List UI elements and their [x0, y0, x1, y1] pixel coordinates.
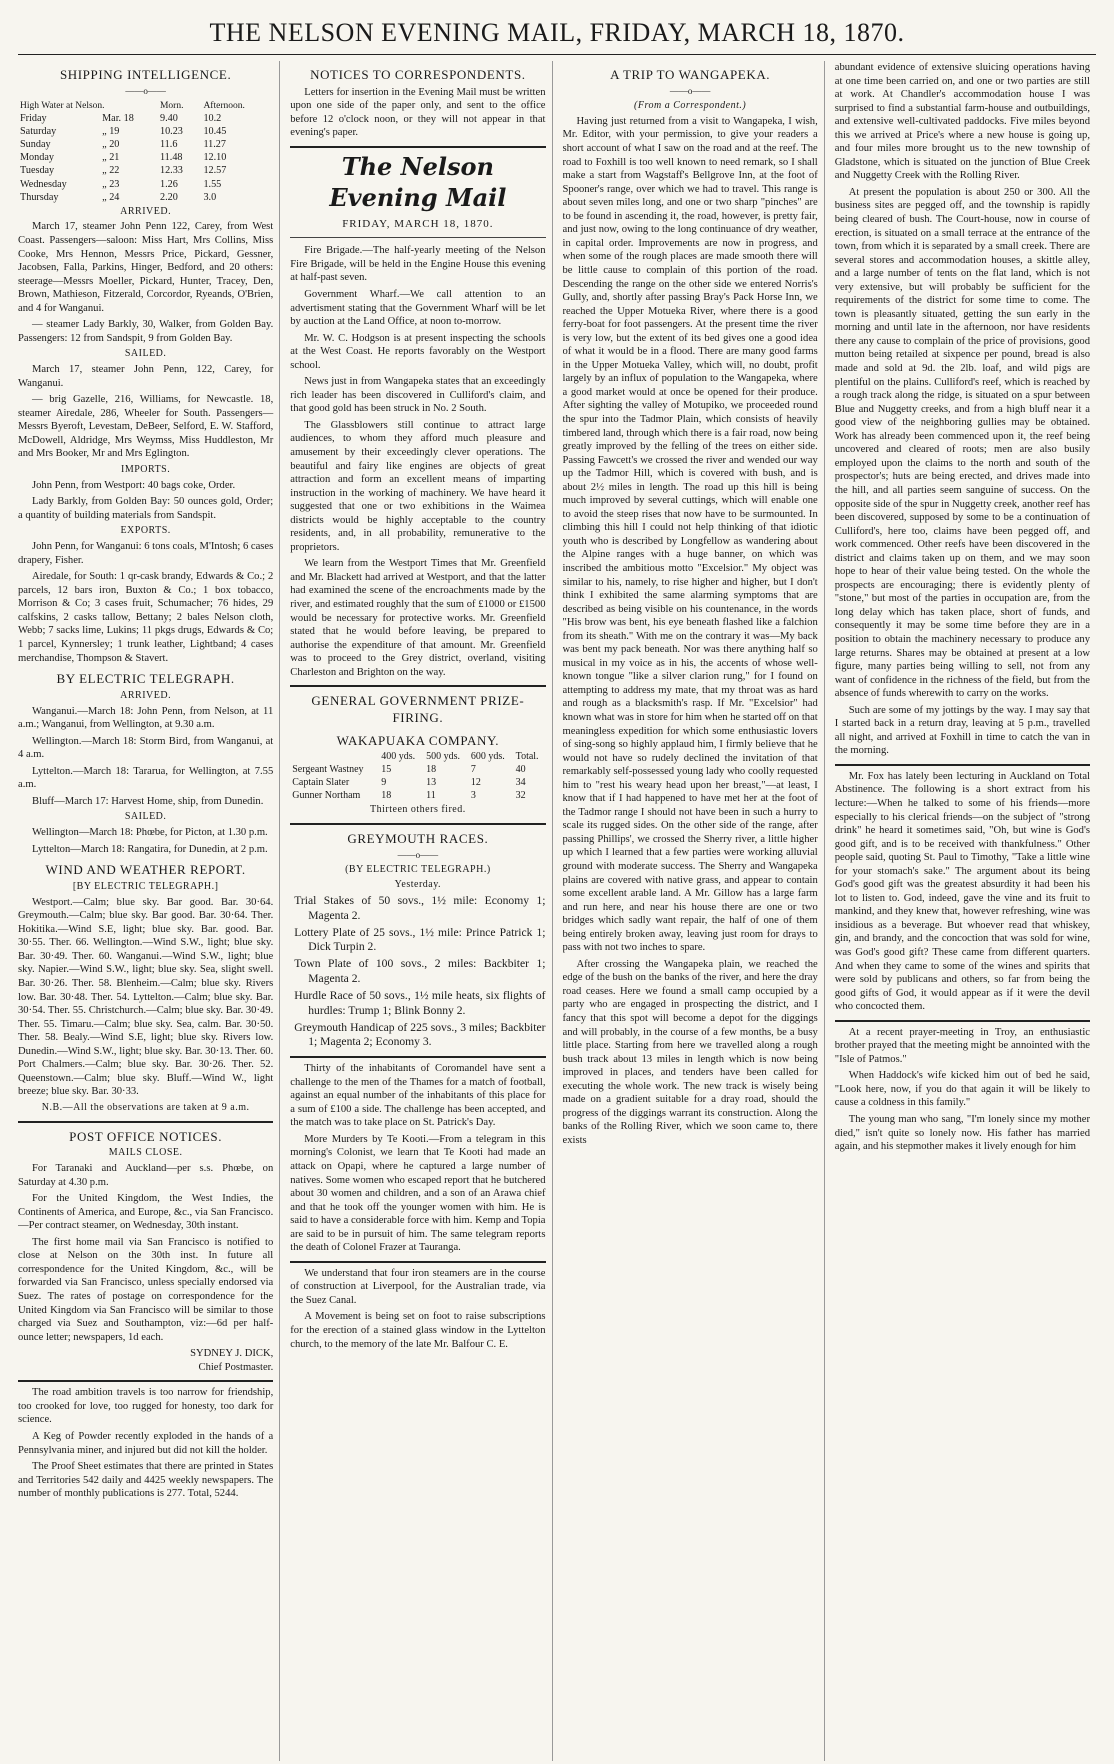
column-2 — [290, 61, 552, 1761]
mails-close-heading: MAILS CLOSE. — [108, 1147, 183, 1159]
paragraph: When Haddock's wife kicked him out of bed he said, "Look here, now, if you do that again it will be likely to cause a coldness in this family." — [834, 1070, 1090, 1109]
race-result: Hurdle Race of 50 sovs., 1½ mile heats, six flights of hurdles: Trump 1; Blink Bonny 2. — [294, 988, 546, 1017]
tide-header: Afternoon. — [203, 101, 245, 112]
paragraph: The road ambition travels is too narrow for friendship, too crooked for love, too rugged for honesty, too dark for science. — [18, 1387, 274, 1426]
ornament: ——o—— — [397, 849, 439, 860]
tide-morn: 11.6 — [159, 139, 178, 151]
tide-date: „ 19 — [102, 126, 120, 138]
tide-day: Saturday — [20, 126, 57, 138]
exports-text: John Penn, for Wanganui: 6 tons coals, M'Intosh; 6 cases drapery, Fisher. — [18, 541, 274, 566]
tide-row — [18, 164, 273, 177]
prize-row — [290, 790, 545, 803]
tide-header: High Water at Nelson. — [20, 101, 105, 112]
sailed-heading: SAILED. — [124, 348, 167, 360]
races-heading: GREYMOUTH RACES. — [347, 831, 489, 847]
tide-day: Sunday — [20, 139, 51, 151]
prize-score: 3 — [470, 789, 476, 801]
trip-text: abundant evidence of extensive sluicing operations having at one time been carried on, and one or two parties are still at work. At Chandler's accommodation house I was surprised to find a substantial farm-house and outbuildings, and extensive well-cultivated paddocks. Five miles beyond this we arrived at Price's where a new house is going up, and four miles more brought us to the new township of Gladstone, which is situated on the junction of Blue Creek and Nuggetty Creek with the Rolling River. — [834, 62, 1090, 182]
paragraph: Fire Brigade.—The half-yearly meeting of the Nelson Fire Brigade, will be held in the Engine House this evening at half-past seven. — [290, 245, 546, 284]
divider — [290, 237, 545, 238]
imports-heading: IMPORTS. — [121, 463, 171, 475]
prize-score: 18 — [426, 763, 437, 775]
tide-date: „ 21 — [102, 152, 120, 164]
tide-day: Thursday — [20, 191, 59, 203]
trip-text: At present the population is about 250 or 300. All the business sites are pegged off, and the township is rapidly being cleared of bush. The Court-house, now in course of erection, is situated on a small terrace at the entrance of the town, from which it is separated by a small creek. There are several stores and accommodation houses, a skittle alley, and a large number of tents on the flat land, which is not very extensive, but will probably be sufficient for the requirements of the district for some time to come. The town is pleasantly situated, getting the sun early in the morning and until late in the afternoon, nor have residents there any cause to complain of the price of provisions, good mutton being retailed at sixpence per pound, bread is also made and sold at 9d. the 2lb. loaf, and wild pigs are plentiful on the plains. Culliford's reef, which is reached by a rough track along the ridge, is situated on a spur between Blue and Nuggetty creeks, and from a high bluff near it a good view of the neighboring gullies may be obtained. Work has already been commenced upon it, the reef being uncovered and cleared of roots; men are also busily employed upon the claims to the north and south of the prospector's; huts are being erected, and drives made into the hill, and all parties seem sanguine of success. On the opposite side of the spur in Nuggetty creek, another reef has been discovered, supposed by some to be a continuation of Culliford's, here too, claims have been pegged off, and work commenced. Other reefs have been discovered in the district and claims taken up on them, and we may soon hope to hear of their value being tested. On the whole the prospects are encouraging; there is evidently plenty of "stone," but most of the parties in occupation are, from the long delay which has taken place, short of funds, and consequently it may be some time before they are in a position to obtain the machinery necessary to produce any large returns. Shares may be obtained at present at a low figure, many parties being willing to sell, not from any want of confidence in the richness of the field, but from the absence of funds wherewith to carry on the works. — [834, 186, 1090, 700]
paragraph: We understand that four iron steamers are in the course of construction at Liverpool, for the Australian trade, via the Suez Canal. — [290, 1267, 546, 1306]
wakapuaka-heading: WAKAPUAKA COMPANY. — [336, 732, 500, 748]
prize-header: 600 yds. — [470, 751, 505, 763]
divider — [290, 1056, 545, 1058]
prize-header: 500 yds. — [426, 751, 460, 763]
tide-afternoon: 12.10 — [203, 152, 227, 164]
prize-score: 9 — [381, 776, 387, 788]
tide-morn: 10.23 — [159, 126, 183, 138]
wind-text: Westport.—Calm; blue sky. Bar good. Bar. 30·64. Greymouth.—Calm; blue sky. Bar good. Bar. 30·64. Ther. Hokitika.—Wind S.E, light; blue sky. Bar. good. Bar. 30·55. Ther. 66. Wellington.—Wind S.W., light; blue sky. Bar. 30·49. Ther. 60. Wanganui.—Wind S.W., light; blue sky. Napier.—Wind S.W., light; blue sky. Sea, slight swell. Bar. 30·26. Ther. 58. Blenheim.—Calm; blue sky. Rivers low. Bar. 30·48. Ther. 54. Lyttelton.—Calm; blue sky. Bar. 30·54. Ther. 55. Christchurch.—Calm; blue sky. Bar. 30·49. Ther. 55. Timaru.—Calm; blue sky. Sea, calm. Bar. 30·50. Ther. 58. Bealy.—Wind S.E, light; blue sky. Rivers low. Dunedin.—Wind S.W., light; blue sky. Bar. 30·13. Ther. 60. Port Chalmers.—Calm; blue sky. Bar. 30·26. Ther. 52. Queenstown.—Calm; blue sky. Bluff.—Wind W., light breeze; blue sky. Bar. 30·33. — [18, 896, 274, 1098]
paragraph: More Murders by Te Kooti.—From a telegram in this morning's Colonist, we learn that Te Kooti had made an attack on Opapi, where he captured a large number of natives. Some women who escaped report that he butchered about 30 women and children, and a son of an Arawa chief and that he took off the younger women with him. He is said to have a considerable force with him. Kemp and Topia are said to be in pursuit of him. The same telegram reports the death of Colonel Frazer at Tauranga. — [290, 1133, 546, 1254]
prize-header-row — [290, 751, 545, 764]
divider — [290, 823, 545, 825]
column-4 — [835, 61, 1096, 1761]
exports-text: Airedale, for South: 1 qr-cask brandy, Edwards & Co.; 2 parcels, 12 bars iron, Buxton & Co.; 1 box tobacco, Morrison & Co; 3 cases fruit, Schumacher; 76 hides, 29 calfskins, 2 casks tallow, Bettany; 2 bales Nelson cloth, Webb; 7 sacks lime, Lukins; 11 pkgs drugs, Edwards & Co; 1 parcel, Kynnersley; 1 trunk leather, Lightband; 4 cases merchandise, Thompson & Stavert. — [18, 571, 274, 664]
paragraph: A Keg of Powder recently exploded in the hands of a Pennsylvania miner, and injured but did not kill the holder. — [18, 1430, 274, 1456]
post-text: For the United Kingdom, the West Indies, the Continents of America, and Europe, &c., via San Francisco.—Per contract steamer, on Wednesday, 30th instant. — [18, 1193, 274, 1232]
tide-row — [18, 178, 273, 191]
prize-name: Gunner Northam — [292, 789, 361, 801]
tide-day: Monday — [20, 152, 54, 164]
tide-date: „ 24 — [102, 191, 120, 203]
prize-score: 13 — [426, 776, 437, 788]
tide-afternoon: 1.55 — [203, 178, 222, 190]
columns — [18, 61, 1096, 1761]
prize-score: 11 — [426, 789, 436, 801]
telegraph-sailed-heading: SAILED. — [124, 811, 167, 823]
tide-day: Tuesday — [20, 165, 55, 177]
paragraph: Government Wharf.—We call attention to an advertisment stating that the Government Wharf will be let by auction at the Land Office, at noon to-morrow. — [290, 288, 546, 328]
tide-afternoon: 11.27 — [203, 139, 226, 151]
prize-total: 32 — [515, 789, 526, 801]
paragraph: The Proof Sheet estimates that there are printed in States and Territories 542 daily and 4425 weekly newspapers. The number of monthly publications is 277. Total, 5244. — [18, 1461, 274, 1500]
tide-morn: 2.20 — [159, 191, 178, 203]
paragraph: Thirty of the inhabitants of Coromandel have sent a challenge to the men of the Thames for a match of football, against an equal number of the inhabitants of this place for a sum of £100 a side. The challenge has been accepted, and the match was to take place on St. Patrick's Day. — [290, 1063, 546, 1129]
column-1 — [18, 61, 280, 1761]
tide-table — [18, 100, 273, 203]
tide-row — [18, 125, 273, 138]
telegraph-text: Bluff—March 17: Harvest Home, ship, from Dunedin. — [32, 795, 264, 807]
ornament: ——o—— — [669, 85, 711, 96]
prize-score: 12 — [470, 776, 481, 788]
tide-header-row — [18, 100, 273, 112]
trip-text: After crossing the Wangapeka plain, we reached the edge of the bush on the banks of the river, and here the dray road ceases. Here we found a small camp occupied by a party who are engaged in prospecting the district, and I fancy that this spot will become a depot for the diggings and will probably, in the course of a few months, be a busy little place. Starting from here we travelled along a rough bush track about 13 miles in length which is now being improved in places, and tenders have been called for executing the whole work. The new track is wisely being made on a gradient suitable for a dray road, should the progress of the diggings warrant its construction. Along the banks of the Rolling River, which we soon came to, there exists — [562, 958, 818, 1146]
arrived-text: — steamer Lady Barkly, 30, Walker, from Golden Bay. Passengers: 12 from Sandspit, 9 from Golden Bay. — [18, 319, 274, 344]
trip-text: Having just returned from a visit to Wangapeka, I wish, Mr. Editor, with your permission, to give your readers a short account of what I saw on the road and at the reef. The road to Foxhill is too well known to need remark, so I shall make a start from Wagstaff's Bellgrove Inn, at the foot of Spooner's range, over which we had to travel. This range is about seven miles long, and one or two sharp "pinches" are to be found in ascending it, the road, however, is pretty fair, and just now, owing to the long continuance of dry weather, in capital order. Improvements are now in progress, and when some of the rough places are made smooth there will be little cause to complain of this portion of the road. Descending the range on the other side we entered Norris's Gully, and, shortly after passing Bray's Pack Horse Inn, we reached the Upper Motueka River, where there is a good ferry-boat for foot passengers. At the present time the river is very low, but the extent of its bed gives one a good idea of what it would be in a flood. There are many good farms in the Upper Motueka Valley, which will, no doubt, profit largely by an influx of population to the Wangapeka, where a good market would at once be opened for their produce. After sighting the valley of Motupiko, we proceeded round the spur into the Tadmor Plain, which consists of heavily timbered land, through which there is a fair road, now being greatly improved by the felling of the trees on either side. Passing Fawcett's we crossed the river and wended our way up the Tadmor Hill, which is covered with bush, and is about 2½ miles in length. The road up this hill is being much improved by several cuttings, which will enable one to avoid the steep rises that now have to be surmounted. In climbing this hill I could not help thinking of that idiotic youth who is described by Longfellow as wandering about the Alpine ranges with a huge banner, on which was inscribed the ambitious motto "Excelsior." My object was similar to his, namely, to rise higher and higher, but I don't think I exhibited the same alarming symptoms that are described as being visible on his countenance, in the words "His brow was bent, his eye beneath flashed like a falchion from its sheath." With me on the contrary it was—My back was bent my pack beneath. Nor was there anything half so musical in my voice as in his, the accents of whose well-known tongue "like a silver clarion rung," for I found on attempting to address my mate, that my throat was as hard and rough as a blacksmith's rasp. If Mr. "Excelsior" had known what was in store for him when he started off on that meaningless expedition for which some enthusiastic lovers of sing-song so highly applaud him, I firmly believe that he would not have so rudely declined the invitation of that remarkably self-possessed young lady who coolly requested him to "rest his weary head upon her breast,"—at least, I know that if I had happened to have met her at the foot of the Tadmor range I should not have been in such a hurry to scale its rugged sides. On the other side of the range, after passing Phillips', we crossed the Sherry river, a little higher up which I learned that a few parties were working alluvial ground with moderate success. The Sherry and Wangapeka plains are covered with native grass, and appear to contain some excellent arable land. A Mr. Gillow has a large farm and run here, and near his house there are one or two bridges which sadly want repair, the half of one of them being entirely broken away, leaving just room for drays to pass with not two inches to spare. — [562, 115, 818, 954]
tide-row — [18, 151, 273, 164]
imports-text: John Penn, from Westport: 40 bags coke, Order. — [32, 479, 236, 491]
paragraph: Mr. W. C. Hodgson is at present inspecting the schools at the West Coast. He reports favorably on the Westport school. — [290, 332, 546, 371]
prize-total: 34 — [515, 776, 526, 788]
races-subheading: (BY ELECTRIC TELEGRAPH.) — [345, 864, 491, 876]
divider — [290, 685, 545, 687]
post-text: For Taranaki and Auckland—per s.s. Phœbe, on Saturday at 4.30 p.m. — [18, 1163, 274, 1188]
tide-afternoon: 12.57 — [203, 165, 227, 177]
column-3 — [563, 61, 825, 1761]
prize-table — [290, 751, 545, 802]
tide-header: Morn. — [159, 101, 184, 112]
tide-afternoon: 3.0 — [203, 191, 217, 203]
dateline: FRIDAY, MARCH 18, 1870. — [342, 218, 494, 231]
tide-row — [18, 138, 273, 151]
divider — [18, 1121, 273, 1123]
tide-morn: 9.40 — [159, 113, 178, 125]
wind-note: N.B.—All the observations are taken at 9 a.m. — [41, 1101, 250, 1113]
notice-heading: NOTICES TO CORRESPONDENTS. — [310, 67, 526, 82]
prize-total: 40 — [515, 763, 526, 775]
prize-heading: GENERAL GOVERNMENT PRIZE-FIRING. — [311, 693, 525, 725]
telegraph-text: Wellington.—March 18: Storm Bird, from Wanganui, at 4 a.m. — [18, 735, 274, 761]
post-signature-title: Chief Postmaster. — [198, 1361, 274, 1373]
tide-date: „ 22 — [102, 165, 120, 177]
race-result: Trial Stakes of 50 sovs., 1½ mile: Economy 1; Magenta 2. — [294, 893, 546, 922]
paragraph: Mr. Fox has lately been lecturing in Auckland on Total Abstinence. The following is a short extract from his lecture:—When he talked to some of his friends—more especially to his clerical friends—on the subject of "strong drink" he heard it sometimes said, "Oh, but wine is God's good gift, and is to be received with thankfulness." Other people said, quoting St. Paul to Timothy, "Take a little wine for your stomach's sake." The argument about its being God's good gift was the greatest absurdity it had been his lot to listen to. God, indeed, gave the vine and its fruit to mankind, and they knew that, however refreshing, wine was insidious as a beverage. But whoever read that whiskey, gin, and brandy, and the concoction that was sold for wine, was God's good gift? These came from different quarters. And when they came to some of the wines and spirits that were sold by publicans and others, so far from being the good gifts of God, it would appear as if it were the devil who concocted them. — [834, 770, 1090, 1013]
notice-text: Letters for insertion in the Evening Mail must be written upon one side of the paper only, and sent to the office before 12 o'clock noon, or they will not appear in that evening's paper. — [290, 86, 546, 139]
tide-date: „ 23 — [102, 178, 120, 190]
divider — [290, 1261, 545, 1263]
tide-row — [18, 191, 273, 204]
paragraph: We learn from the Westport Times that Mr. Greenfield and Mr. Blackett had arrived at Westport, and that the latter had examined the scene of the encroachments made by the river, and estimated roughly that the sum of £1000 or £1500 would be necessary for protective works. Mr. Greenfield stated that he would before leaving, be prepared to authorise the expenditure of that amount. Mr. Greenfield was to proceed to the Grey district, overland, visiting Charleston and Brighton on the way. — [290, 558, 546, 678]
tide-afternoon: 10.2 — [203, 113, 222, 125]
prize-header: Total. — [515, 751, 539, 763]
prize-score: 15 — [381, 763, 392, 775]
telegraph-text: Wanganui.—March 18: John Penn, from Nelson, at 11 a.m.; Wanganui, from Wellington, at 9.30 a.m. — [18, 705, 274, 731]
post-text: The first home mail via San Francisco is notified to close at Nelson on the 30th inst. In future all correspondence for the United Kingdom, &c., will be forwarded via San Francisco, unless specially endorsed via Suez. The rates of postage on correspondence for the United Kingdom via San Francisco will be similar to those charged via Suez and Southampton, viz:—6d per half-ounce letter; newspapers, 1d each. — [18, 1236, 274, 1343]
telegraph-arrived-heading: ARRIVED. — [120, 689, 172, 701]
prize-score: 18 — [381, 789, 392, 801]
paper-title: The Nelson Evening Mail — [329, 151, 507, 212]
trip-heading: A TRIP TO WANGAPEKA. — [610, 67, 771, 82]
prize-header: 400 yds. — [381, 751, 416, 763]
prize-row — [290, 777, 545, 790]
tide-morn: 11.48 — [159, 152, 183, 164]
trip-text: Such are some of my jottings by the way. I may say that I started back in a return dray, leaving at 5 p.m., travelled all night, and arrived at Foxhill in time to catch the van in the morning. — [834, 704, 1090, 757]
telegraph-text: Wellington—March 18: Phœbe, for Picton, at 1.30 p.m. — [32, 827, 268, 839]
prize-score: 7 — [470, 763, 476, 775]
prize-note: Thirteen others fired. — [370, 804, 466, 816]
masthead: THE NELSON EVENING MAIL, FRIDAY, MARCH 18, 1870. — [18, 10, 1096, 55]
divider — [835, 1020, 1090, 1022]
wind-heading: WIND AND WEATHER REPORT. — [45, 862, 246, 878]
tide-day: Wednesday — [20, 178, 67, 190]
tide-row — [18, 112, 273, 125]
shipping-heading: SHIPPING INTELLIGENCE. — [59, 67, 232, 82]
tide-date: Mar. 18 — [102, 113, 134, 125]
race-result: Lottery Plate of 25 sovs., 1½ mile: Prince Patrick 1; Dick Turpin 2. — [294, 925, 546, 954]
post-heading: POST OFFICE NOTICES. — [69, 1128, 223, 1144]
paragraph: At a recent prayer-meeting in Troy, an enthusiastic brother prayed that the meeting might be annointed with the "Isle of Patmos." — [834, 1026, 1090, 1065]
paragraph: The young man who sang, "I'm lonely since my mother died," isn't quite so lonely now. His father has married again, and his stepmother makes it lively enough for him — [834, 1114, 1090, 1153]
divider — [290, 146, 545, 148]
prize-name: Sergeant Wastney — [292, 763, 364, 775]
sailed-text: — brig Gazelle, 216, Williams, for Newcastle. 18, steamer Airedale, 286, Wheeler for South. Passengers—Messrs Byeroft, Levestam, DeBeer, Selford, E. W. Stafford, McDowell, Aldridge, Mrs Weymss, Miss Huddleston, Mr and Mrs Booker, Mr and Mrs Eglington. — [18, 394, 274, 460]
telegraph-text: Lyttelton.—March 18: Tararua, for Wellington, at 7.55 a.m. — [18, 765, 274, 791]
tide-date: „ 20 — [102, 139, 120, 151]
imports-text: Lady Barkly, from Golden Bay: 50 ounces gold, Order; a quantity of building materials from Sandspit. — [18, 496, 274, 521]
exports-heading: EXPORTS. — [120, 525, 171, 537]
paragraph: News just in from Wangapeka states that an exceedingly rich leader has been discovered in Culliford's claim, and that good gold has been struck in No. 2 South. — [290, 376, 546, 415]
divider — [18, 1380, 273, 1382]
ornament: ——o—— — [125, 85, 166, 96]
telegraph-heading: BY ELECTRIC TELEGRAPH. — [56, 671, 235, 687]
tide-morn: 12.33 — [159, 165, 183, 177]
sailed-text: March 17, steamer John Penn, 122, Carey, for Wanganui. — [18, 364, 274, 389]
telegraph-text: Lyttelton—March 18: Rangatira, for Dunedin, at 2 p.m. — [32, 843, 268, 855]
arrived-heading: ARRIVED. — [120, 205, 172, 217]
arrived-text: March 17, steamer John Penn 122, Carey, from West Coast. Passengers—saloon: Miss Hart, Mrs Collins, Miss Cooke, Mrs Hennon, Messrs Price, Pickard, Gessner, Jacobsen, Falla, Parkins, Hinger, Bedford, and 20 others: steerage—Messrs Moeller, Pickard, Hunter, Tracey, Den, Brown, Mathieson, Fitzerald, Corcordor, Ryeands, O'Brien, and 4 for Wanganui. — [18, 221, 274, 314]
race-result: Town Plate of 100 sovs., 2 miles: Backbiter 1; Magenta 2. — [294, 957, 546, 986]
post-signature: SYDNEY J. DICK, — [190, 1348, 274, 1360]
paragraph: A Movement is being set on foot to raise subscriptions for the erection of a stained glass window in the Lyttelton church, to the memory of the late Mr. Balfour C. E. — [290, 1311, 546, 1350]
wind-subheading: [BY ELECTRIC TELEGRAPH.] — [72, 880, 219, 892]
tide-afternoon: 10.45 — [203, 126, 227, 138]
prize-name: Captain Slater — [292, 776, 350, 788]
paragraph: The Glassblowers still continue to attract large audiences, to whom they afford much pleasure and amusement by their exceedingly clever operations. The beautiful and fairy like engines are objects of great attraction and form an excellent means of imparting instruction in the working of machinery. We have heard it suggested that one or two exhibitions in the Waimea districts would be highly acceptable to the country residents, and, in all probability, remunerative to the proprietors. — [290, 419, 546, 553]
tide-day: Friday — [20, 113, 47, 125]
race-result: Greymouth Handicap of 225 sovs., 3 miles; Backbiter 1; Magenta 2; Economy 3. — [294, 1020, 546, 1049]
races-day: Yesterday. — [394, 879, 442, 891]
tide-morn: 1.26 — [159, 178, 178, 190]
prize-header — [290, 751, 379, 764]
divider — [835, 764, 1090, 766]
trip-subheading: (From a Correspondent.) — [634, 100, 747, 112]
prize-row — [290, 764, 545, 777]
